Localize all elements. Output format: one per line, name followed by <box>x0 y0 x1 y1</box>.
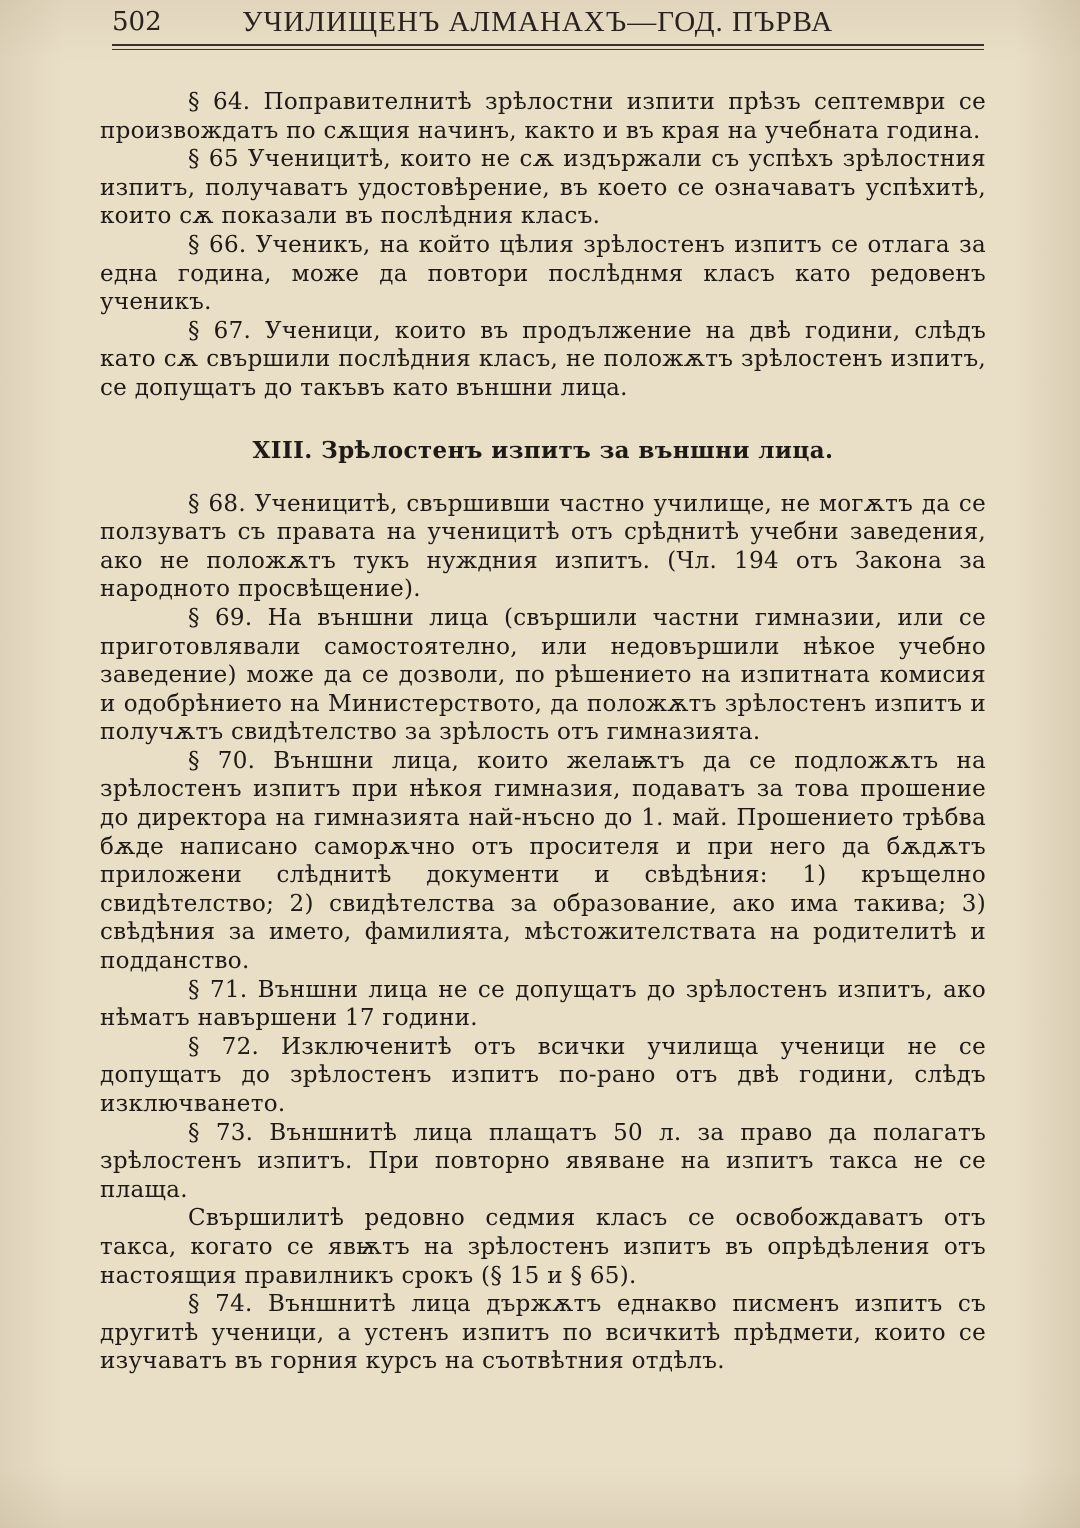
paragraph-72: § 72. Изключенитѣ отъ всички училища ученици не се допущатъ до зрѣлостенъ изпитъ по-рано отъ двѣ години, слѣдъ изключването. <box>100 1033 986 1117</box>
paragraph-64: § 64. Поправителнитѣ зрѣлостни изпити прѣзъ септември се произвождатъ по сѫщия начинъ, както и въ края на учебната година. <box>100 89 986 144</box>
section-heading-xiii: XIII. Зрѣлостенъ изпитъ за външни лица. <box>252 436 834 464</box>
paragraph-68: § 68. Ученицитѣ, свършивши частно училище, не могѫтъ да се ползуватъ съ правата на ученицитѣ отъ срѣднитѣ учебни заведения, ако не положѫтъ тукъ нуждния изпитъ. (Чл. 194 отъ Закона за народното просвѣщение). <box>100 490 986 603</box>
paragraph-70: § 70. Външни лица, които желаѭтъ да се подложѫтъ на зрѣлостенъ изпитъ при нѣкоя гимназия, подаватъ за това прошение до директора на гимназията най-нъсно до 1. май. Прошението трѣбва бѫде написано саморѫчно отъ просителя и при него да бѫдѫтъ приложени слѣднитѣ документи и свѣдѣния: 1) кръщелно свидѣтелство; 2) свидѣтелства за образование, ако има такива; 3) свѣдѣния за името, фамилията, мѣстожителствата на родителитѣ и подданство. <box>100 747 986 975</box>
running-title: УЧИЛИЩЕНЪ АЛМАНАХЪ—ГОД. ПЪРВА <box>242 5 834 38</box>
header-rule-thin <box>112 49 984 50</box>
paragraph-73-note: Свършилитѣ редовно седмия класъ се освобождаватъ отъ такса, когато се явѭтъ на зрѣлостенъ изпитъ въ опрѣдѣления отъ настоящия правилникъ срокъ (§ 15 и § 65). <box>100 1205 986 1289</box>
paragraph-69: § 69. На външни лица (свършили частни гимназии, или се приготовлявали самостоятелно, или недовършили нѣкое учебно заведение) може да се дозволи, по рѣшението на изпитната комисия и одобрѣнието на Министерството, да положѫтъ зрѣлостенъ изпитъ и получѫтъ свидѣтелство за зрѣлость отъ гимназията. <box>100 604 986 746</box>
page-header <box>112 4 992 40</box>
page-number: 502 <box>112 7 162 37</box>
body-text <box>100 88 986 1376</box>
paragraph-73: § 73. Външнитѣ лица плащатъ 50 л. за право да полагатъ зрѣлостенъ изпитъ. При повторно явяване на изпитъ такса не се плаща. <box>100 1119 986 1203</box>
paragraph-66: § 66. Ученикъ, на който цѣлия зрѣлостенъ изпитъ се отлага за една година, може да повтори послѣднмя класъ като редовенъ ученикъ. <box>100 231 986 316</box>
paragraph-74: § 74. Външнитѣ лица държѫтъ еднакво писменъ изпитъ съ другитѣ ученици, а устенъ изпитъ по всичкитѣ прѣдмети, които се изучаватъ въ горния курсъ на съотвѣтния отдѣлъ. <box>100 1291 986 1375</box>
paragraph-67: § 67. Ученици, които въ продължение на двѣ години, слѣдъ като сѫ свършили послѣдния класъ, не положѫтъ зрѣлостенъ изпитъ, се допущатъ до такъвъ като външни лица. <box>100 317 986 401</box>
paragraph-65: § 65 Ученицитѣ, които не сѫ издържали съ успѣхъ зрѣлостния изпитъ, получаватъ удостовѣрение, въ което се означаватъ успѣхитѣ, които сѫ показали въ послѣдния класъ. <box>100 146 986 230</box>
header-rule-thick <box>112 44 984 46</box>
paragraph-71: § 71. Външни лица не се допущатъ до зрѣлостенъ изпитъ, ако нѣматъ навършени 17 години. <box>100 976 986 1032</box>
